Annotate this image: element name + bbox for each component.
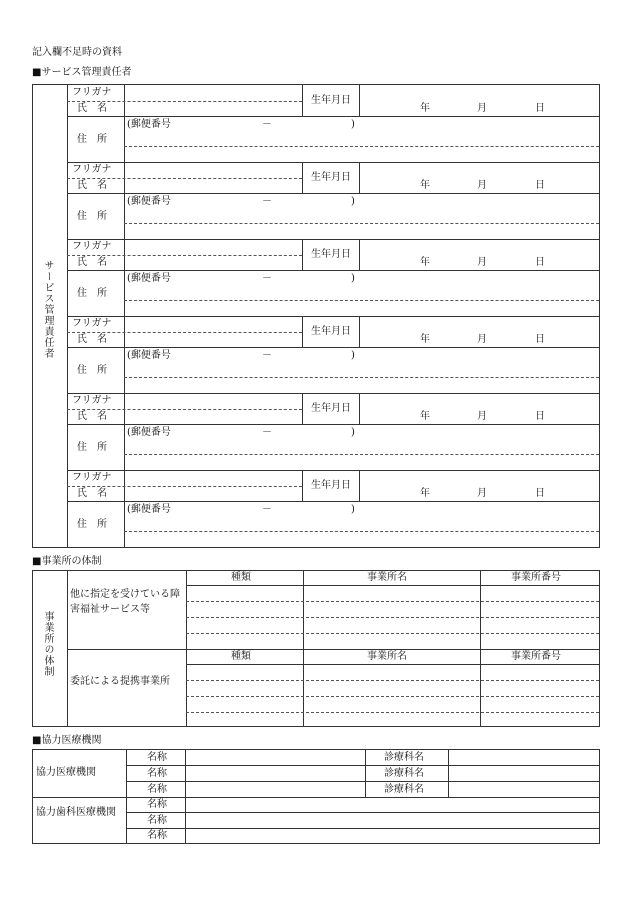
postal-code-open: (郵便番号 (127, 504, 171, 515)
day-label: 日 (535, 334, 545, 345)
manager-entry (67, 85, 599, 162)
dob-label: 生年月日 (311, 172, 351, 183)
postal-code-dash: － (262, 273, 272, 284)
col-header-office-name-2: 事業所名 (367, 651, 407, 662)
coop-medical-label: 協力医療機関 (36, 767, 96, 778)
name-label: 氏 名 (77, 488, 107, 499)
office-system-table (32, 570, 600, 727)
postal-code-close: ) (351, 504, 355, 515)
service-manager-table (32, 84, 600, 548)
year-label: 年 (420, 257, 430, 268)
postal-code-open: (郵便番号 (127, 196, 171, 207)
coop-dental-label: 協力歯科医療機関 (36, 807, 116, 818)
year-label: 年 (420, 334, 430, 345)
address-label: 住 所 (77, 211, 107, 222)
name-label: 氏 名 (77, 411, 107, 422)
manager-entry (67, 316, 599, 393)
furigana-label: フリガナ (72, 87, 112, 98)
name-label: 氏 名 (77, 334, 107, 345)
name-label: 名称 (147, 799, 167, 810)
dept-label: 診療科名 (384, 784, 424, 795)
year-label: 年 (420, 488, 430, 499)
postal-code-close: ) (351, 119, 355, 130)
col-header-office-number: 事業所番号 (511, 572, 561, 583)
postal-code-open: (郵便番号 (127, 273, 171, 284)
furigana-label: フリガナ (72, 241, 112, 252)
furigana-label: フリガナ (72, 395, 112, 406)
postal-code-close: ) (351, 427, 355, 438)
postal-code-dash: － (262, 119, 272, 130)
name-label: 名称 (147, 784, 167, 795)
page-title: 記入欄不足時の資料 (32, 47, 122, 58)
name-label: 氏 名 (77, 257, 107, 268)
year-label: 年 (420, 103, 430, 114)
dob-label: 生年月日 (311, 403, 351, 414)
dept-label: 診療科名 (384, 752, 424, 763)
manager-entry (67, 239, 599, 316)
day-label: 日 (535, 257, 545, 268)
section-heading-service-manager: ■サービス管理責任者 (32, 67, 132, 78)
day-label: 日 (535, 488, 545, 499)
col-header-office-number-2: 事業所番号 (511, 651, 561, 662)
name-label: 名称 (147, 768, 167, 779)
year-label: 年 (420, 411, 430, 422)
office-system-side-label: 事業所の体制 (42, 611, 53, 677)
day-label: 日 (535, 103, 545, 114)
col-header-type-2: 種類 (231, 651, 251, 662)
name-label: 氏 名 (77, 103, 107, 114)
section-heading-office-system: ■事業所の体制 (32, 556, 102, 567)
postal-code-dash: － (262, 196, 272, 207)
day-label: 日 (535, 411, 545, 422)
postal-code-open: (郵便番号 (127, 427, 171, 438)
month-label: 月 (477, 257, 487, 268)
service-manager-side-label: サービス管理責任者 (42, 260, 53, 359)
month-label: 月 (477, 180, 487, 191)
postal-code-close: ) (351, 273, 355, 284)
name-label: 名称 (147, 830, 167, 841)
month-label: 月 (477, 103, 487, 114)
postal-code-close: ) (351, 350, 355, 361)
address-label: 住 所 (77, 442, 107, 453)
address-label: 住 所 (77, 288, 107, 299)
month-label: 月 (477, 488, 487, 499)
dob-label: 生年月日 (311, 480, 351, 491)
col-header-office-name: 事業所名 (367, 572, 407, 583)
month-label: 月 (477, 411, 487, 422)
name-label: 名称 (147, 752, 167, 763)
col-header-type: 種類 (231, 572, 251, 583)
dept-label: 診療科名 (384, 768, 424, 779)
postal-code-dash: － (262, 427, 272, 438)
postal-code-dash: － (262, 350, 272, 361)
name-label: 氏 名 (77, 180, 107, 191)
month-label: 月 (477, 334, 487, 345)
postal-code-open: (郵便番号 (127, 119, 171, 130)
day-label: 日 (535, 180, 545, 191)
furigana-label: フリガナ (72, 164, 112, 175)
year-label: 年 (420, 180, 430, 191)
manager-entry (67, 162, 599, 239)
furigana-label: フリガナ (72, 472, 112, 483)
postal-code-open: (郵便番号 (127, 350, 171, 361)
postal-code-dash: － (262, 504, 272, 515)
manager-entry (67, 470, 599, 547)
dob-label: 生年月日 (311, 249, 351, 260)
other-designated-services-label: 他に指定を受けている障害福祉サービス等 (70, 589, 180, 615)
dob-label: 生年月日 (311, 326, 351, 337)
section-heading-medical: ■協力医療機関 (32, 735, 102, 746)
dob-label: 生年月日 (311, 95, 351, 106)
furigana-label: フリガナ (72, 318, 112, 329)
postal-code-close: ) (351, 196, 355, 207)
partner-office-label: 委託による提携事業所 (70, 676, 170, 687)
manager-entry (67, 393, 599, 470)
address-label: 住 所 (77, 519, 107, 530)
name-label: 名称 (147, 815, 167, 826)
address-label: 住 所 (77, 365, 107, 376)
address-label: 住 所 (77, 134, 107, 145)
medical-table (32, 749, 600, 844)
